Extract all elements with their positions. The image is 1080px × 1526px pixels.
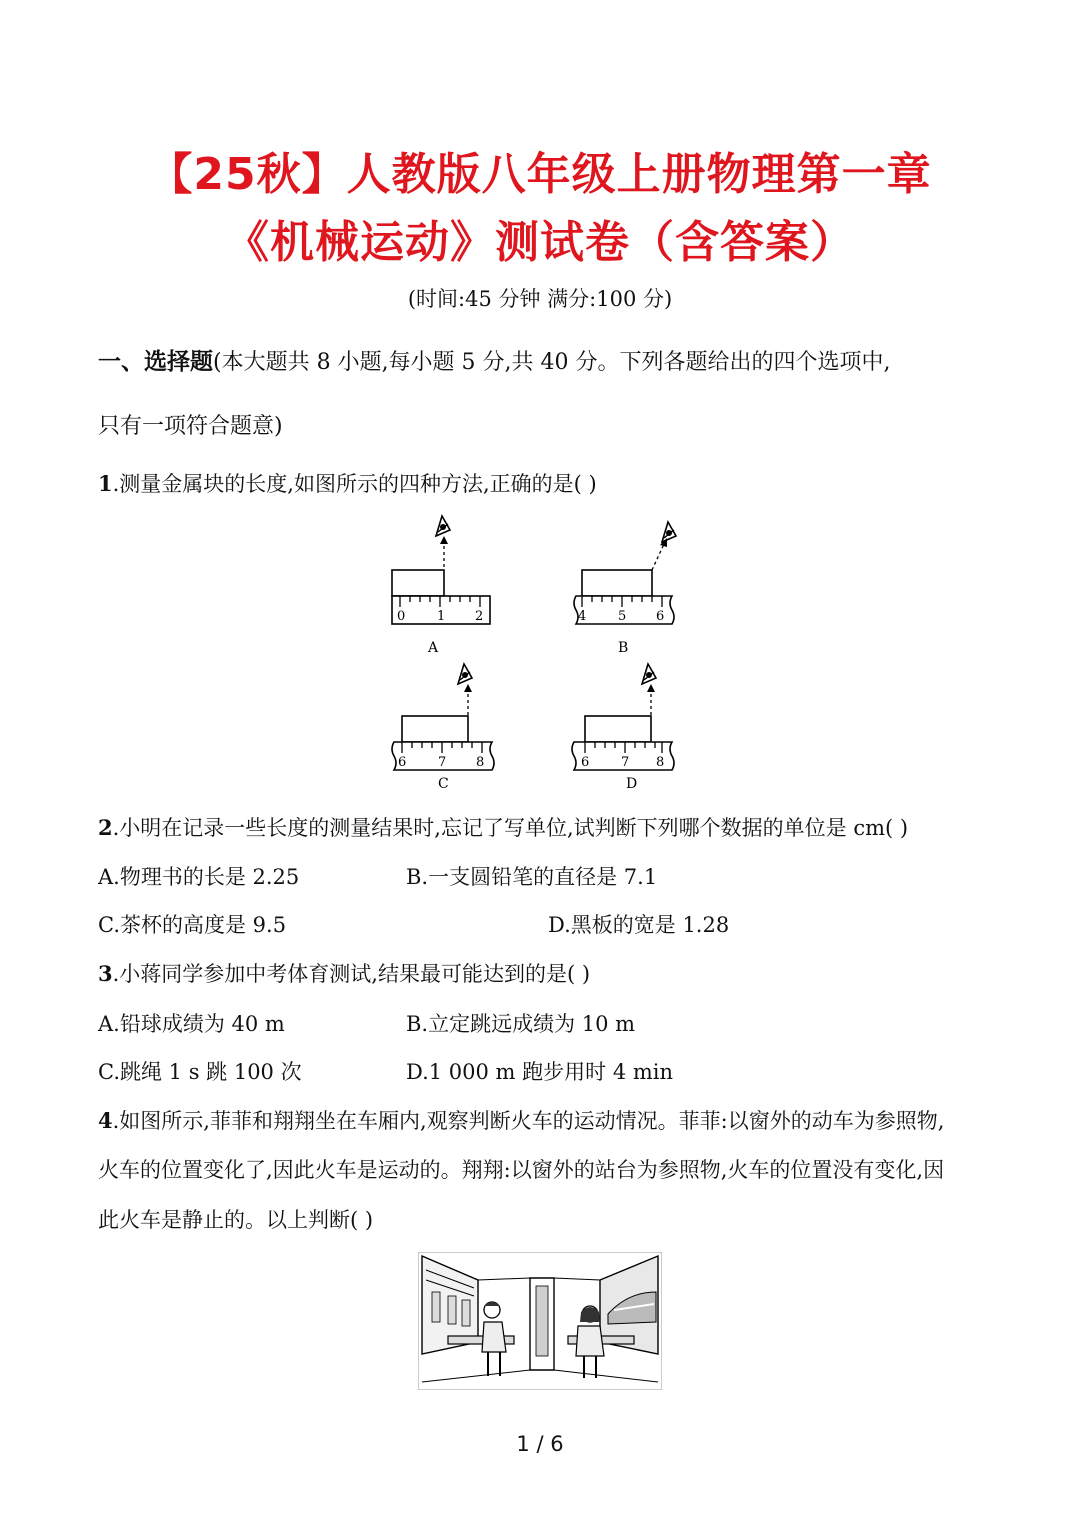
question-number: 2 [98, 815, 113, 840]
question-stem-line1: .如图所示,菲菲和翔翔坐在车厢内,观察判断火车的运动情况。菲菲:以窗外的动车为参照物, [112, 1109, 945, 1133]
question-4-line3: 此火车是静止的。以上判断( ) [98, 1208, 374, 1232]
section-desc-line2: 只有一项符合题意) [98, 414, 283, 439]
page-title-line2: 《机械运动》测试卷（含答案） [225, 217, 855, 268]
figure-panel-c [392, 664, 494, 792]
tick-label: 2 [475, 609, 484, 624]
page-title-line1: 【25秋】人教版八年级上册物理第一章 [148, 149, 932, 200]
ruler-measurement-figure [380, 512, 700, 802]
section-heading [98, 343, 891, 376]
tick-label: 6 [656, 609, 665, 624]
page-number: 1 / 6 [516, 1432, 564, 1456]
option-b: B.立定跳远成绩为 10 m [406, 1012, 636, 1036]
tick-label: 7 [438, 755, 447, 770]
tick-label: 5 [618, 609, 627, 624]
question-number: 4 [98, 1108, 113, 1133]
question-stem: .小蒋同学参加中考体育测试,结果最可能达到的是( ) [112, 962, 591, 986]
tick-label: 4 [578, 609, 587, 624]
tick-label: 8 [656, 755, 665, 770]
figure-panel-b [574, 522, 676, 656]
option-d: D.1 000 m 跑步用时 4 min [406, 1060, 674, 1084]
question-3 [98, 958, 590, 988]
question-stem: .测量金属块的长度,如图所示的四种方法,正确的是( ) [112, 472, 597, 496]
panel-label: A [428, 640, 439, 656]
section-label: 一、选择题 [98, 349, 213, 375]
question-number: 1 [98, 471, 113, 496]
figure-panel-a [392, 516, 490, 656]
panel-label: B [618, 640, 629, 656]
tick-label: 1 [437, 609, 446, 624]
question-4-line2: 火车的位置变化了,因此火车是运动的。翔翔:以窗外的站台为参照物,火车的位置没有变化,因 [98, 1158, 945, 1182]
question-stem: .小明在记录一些长度的测量结果时,忘记了写单位,试判断下列哪个数据的单位是 cm( ) [112, 816, 909, 840]
panel-label: C [438, 776, 449, 792]
train-carriage-illustration [418, 1252, 662, 1390]
figure-panel-d [572, 664, 674, 792]
option-a: A.物理书的长是 2.25 [98, 865, 300, 889]
option-c: C.茶杯的高度是 9.5 [98, 913, 287, 937]
option-c: C.跳绳 1 s 跳 100 次 [98, 1060, 302, 1084]
tick-label: 0 [397, 609, 406, 624]
exam-time-score: (时间:45 分钟 满分:100 分) [407, 287, 673, 311]
question-number: 3 [98, 961, 113, 986]
tick-label: 7 [621, 755, 630, 770]
panel-label: D [626, 776, 638, 792]
question-2 [98, 812, 908, 842]
section-desc-line1: (本大题共 8 小题,每小题 5 分,共 40 分。下列各题给出的四个选项中, [213, 350, 891, 375]
question-1 [98, 468, 597, 498]
tick-label: 6 [581, 755, 590, 770]
tick-label: 6 [398, 755, 407, 770]
option-a: A.铅球成绩为 40 m [98, 1012, 285, 1036]
option-b: B.一支圆铅笔的直径是 7.1 [406, 865, 658, 889]
option-d: D.黑板的宽是 1.28 [548, 913, 730, 937]
question-4 [98, 1105, 944, 1135]
tick-label: 8 [476, 755, 485, 770]
